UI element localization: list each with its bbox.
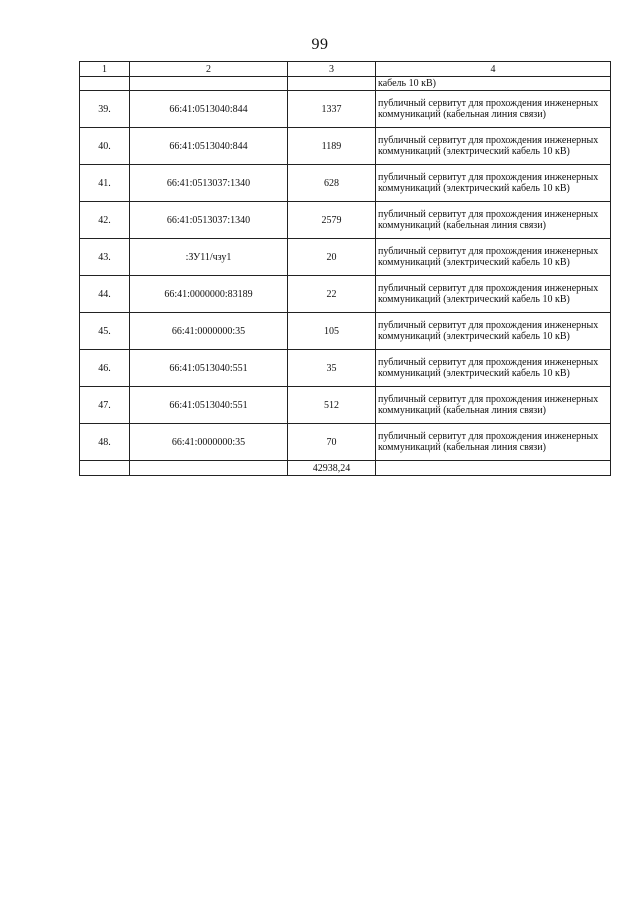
row-number: 43.: [80, 239, 130, 276]
row-number: 40.: [80, 128, 130, 165]
cadastral-number: 66:41:0513040:551: [130, 350, 288, 387]
servitude-description: публичный сервитут для прохождения инженерных коммуникаций (кабельная линия связи): [376, 91, 611, 128]
area-value: 105: [288, 313, 376, 350]
cadastral-number: 66:41:0513037:1340: [130, 202, 288, 239]
table-row: [80, 128, 611, 165]
area-value: 512: [288, 387, 376, 424]
area-value: 70: [288, 424, 376, 461]
area-value: 22: [288, 276, 376, 313]
row-number: 42.: [80, 202, 130, 239]
servitude-description: публичный сервитут для прохождения инженерных коммуникаций (кабельная линия связи): [376, 387, 611, 424]
row-number: 46.: [80, 350, 130, 387]
empty-cell: [288, 77, 376, 91]
header-row: [80, 62, 611, 77]
total-row: [80, 461, 611, 476]
column-header-2: 2: [130, 62, 288, 77]
cadastral-number: 66:41:0513040:844: [130, 128, 288, 165]
table-row: [80, 276, 611, 313]
cadastral-number: 66:41:0513040:551: [130, 387, 288, 424]
area-value: 1337: [288, 91, 376, 128]
servitude-description: публичный сервитут для прохождения инженерных коммуникаций (электрический кабель 10 кВ): [376, 128, 611, 165]
area-value: 35: [288, 350, 376, 387]
empty-cell: [80, 461, 130, 476]
cadastral-number: 66:41:0000000:35: [130, 313, 288, 350]
servitude-description: публичный сервитут для прохождения инженерных коммуникаций (электрический кабель 10 кВ): [376, 350, 611, 387]
area-value: 2579: [288, 202, 376, 239]
row-number: 47.: [80, 387, 130, 424]
total-area: 42938,24: [288, 461, 376, 476]
row-number: 39.: [80, 91, 130, 128]
table-row: [80, 165, 611, 202]
continuation-text: кабель 10 кВ): [376, 77, 611, 91]
servitude-description: публичный сервитут для прохождения инженерных коммуникаций (электрический кабель 10 кВ): [376, 165, 611, 202]
table-row: [80, 91, 611, 128]
table-row: [80, 350, 611, 387]
servitude-description: публичный сервитут для прохождения инженерных коммуникаций (электрический кабель 10 кВ): [376, 276, 611, 313]
table-row: [80, 239, 611, 276]
row-number: 48.: [80, 424, 130, 461]
empty-cell: [80, 77, 130, 91]
cadastral-number: 66:41:0000000:35: [130, 424, 288, 461]
row-number: 44.: [80, 276, 130, 313]
column-header-1: 1: [80, 62, 130, 77]
row-number: 45.: [80, 313, 130, 350]
column-header-4: 4: [376, 62, 611, 77]
servitude-description: публичный сервитут для прохождения инженерных коммуникаций (кабельная линия связи): [376, 202, 611, 239]
empty-cell: [376, 461, 611, 476]
row-number: 41.: [80, 165, 130, 202]
page-number: 99: [311, 36, 329, 53]
table-row: [80, 202, 611, 239]
servitude-description: публичный сервитут для прохождения инженерных коммуникаций (кабельная линия связи): [376, 424, 611, 461]
table-row: [80, 313, 611, 350]
area-value: 1189: [288, 128, 376, 165]
continuation-row: [80, 77, 611, 91]
servitude-table: [79, 61, 611, 476]
table-row: [80, 387, 611, 424]
cadastral-number: 66:41:0000000:83189: [130, 276, 288, 313]
column-header-3: 3: [288, 62, 376, 77]
empty-cell: [130, 77, 288, 91]
area-value: 20: [288, 239, 376, 276]
servitude-description: публичный сервитут для прохождения инженерных коммуникаций (электрический кабель 10 кВ): [376, 239, 611, 276]
servitude-description: публичный сервитут для прохождения инженерных коммуникаций (электрический кабель 10 кВ): [376, 313, 611, 350]
cadastral-number: :ЗУ11/чзу1: [130, 239, 288, 276]
table-row: [80, 424, 611, 461]
area-value: 628: [288, 165, 376, 202]
cadastral-number: 66:41:0513040:844: [130, 91, 288, 128]
empty-cell: [130, 461, 288, 476]
cadastral-number: 66:41:0513037:1340: [130, 165, 288, 202]
